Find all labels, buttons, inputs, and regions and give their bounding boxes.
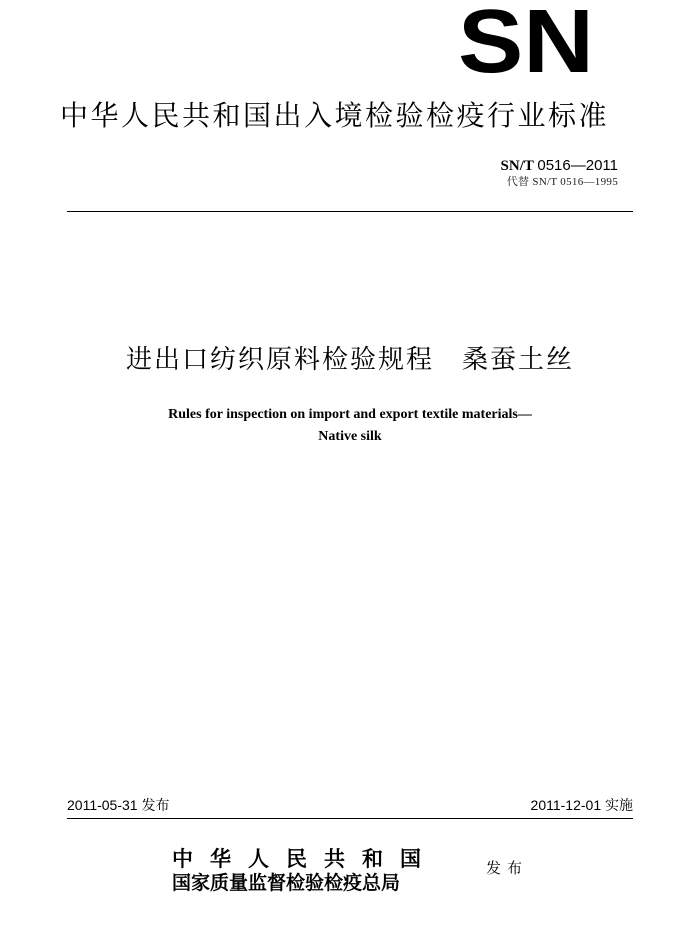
bottom-divider xyxy=(67,818,633,819)
replaces-code: 代替 SN/T 0516—1995 xyxy=(506,176,618,188)
standard-code-block xyxy=(501,157,618,189)
sn-logo-text: SN xyxy=(458,4,594,76)
standard-code-prefix: SN/T xyxy=(500,158,534,174)
standard-category-title: 中华人民共和国出入境检验检疫行业标准 xyxy=(60,99,610,132)
english-title-line1: Rules for inspection on import and export textile materials— xyxy=(168,407,532,422)
sn-logo xyxy=(456,4,596,76)
issuer-country: 中华人民共和国 xyxy=(172,846,438,871)
issue-label: 发布 xyxy=(486,859,529,877)
issuer-block xyxy=(172,847,472,895)
english-title-line2: Native silk xyxy=(318,429,382,444)
issuer-agency: 国家质量监督检验检疫总局 xyxy=(172,872,401,894)
standard-code-number: 0516—2011 xyxy=(537,157,618,174)
publish-date: 2011-05-31 发布 xyxy=(67,797,170,813)
effective-date: 2011-12-01 实施 xyxy=(530,797,633,813)
standard-code xyxy=(501,157,618,175)
english-title xyxy=(0,404,700,448)
chinese-title: 进出口纺织原料检验规程 桑蚕土丝 xyxy=(125,345,574,375)
top-divider xyxy=(67,211,633,212)
